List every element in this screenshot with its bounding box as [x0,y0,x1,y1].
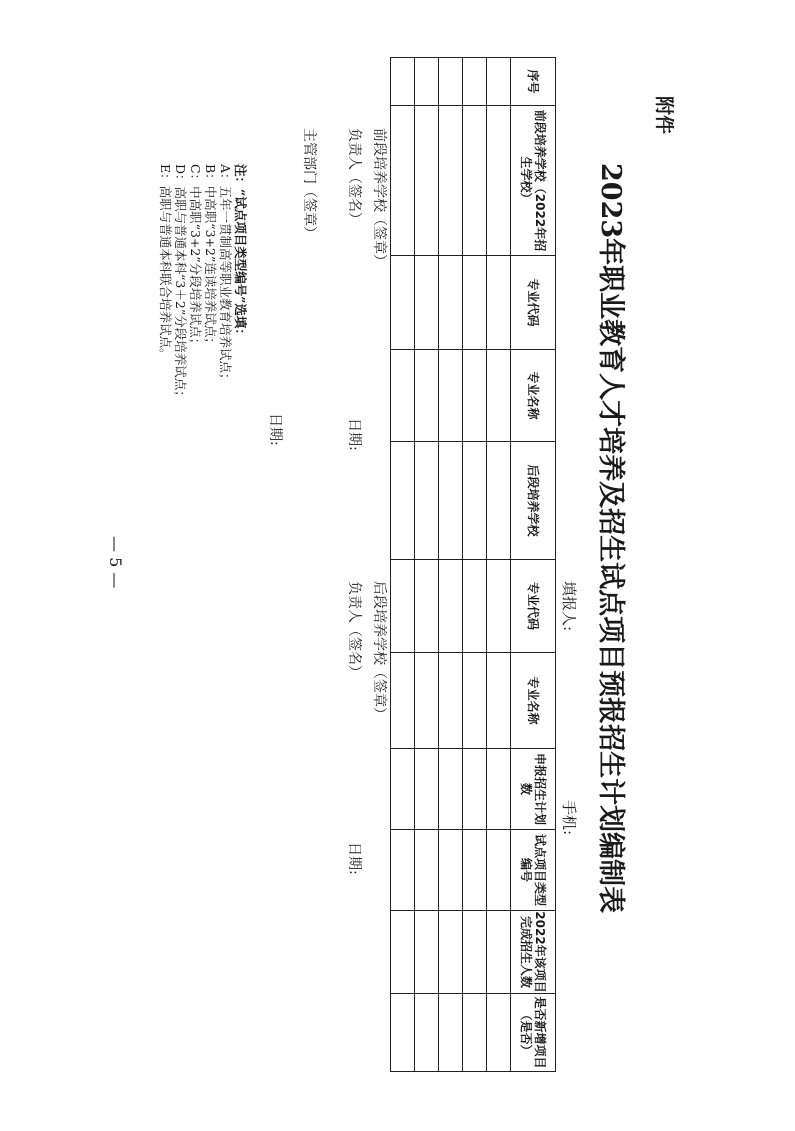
table-cell[interactable] [463,653,487,749]
table-cell[interactable] [439,256,463,350]
table-cell[interactable] [463,256,487,350]
table-cell[interactable] [487,994,511,1072]
table-cell[interactable] [487,749,511,830]
table-cell[interactable] [391,106,415,256]
table-cell[interactable] [439,560,463,653]
table-row [439,58,463,1072]
table-cell[interactable] [487,560,511,653]
table-cell[interactable] [415,653,439,749]
table-cell[interactable] [391,442,415,560]
table-cell[interactable] [415,830,439,911]
table-cell[interactable] [439,830,463,911]
table-cell[interactable] [391,560,415,653]
back-school-signature: 后段培养学校（签章） [371,581,387,721]
table-cell[interactable] [487,256,511,350]
header-major-code-back: 专业代码 [511,560,556,653]
table-cell[interactable] [391,830,415,911]
header-project-type-code: 试点项目类型编号 [511,830,556,911]
table-cell[interactable] [391,911,415,994]
header-index: 序号 [511,58,556,106]
person-signature-left: 负责人（签名） [346,128,362,226]
page-number: — 5 — [106,536,125,589]
table-cell[interactable] [439,106,463,256]
table-cell[interactable] [463,911,487,994]
notes-heading: 注：“试点项目类型编号”选填： [233,164,248,341]
table-cell[interactable] [463,560,487,653]
table-cell[interactable] [487,106,511,256]
table-cell[interactable] [439,350,463,442]
table-cell[interactable] [391,994,415,1072]
table-cell[interactable] [463,58,487,106]
person-signature-right: 负责人（签名） [346,581,362,679]
table-cell[interactable] [391,749,415,830]
table-cell[interactable] [463,106,487,256]
plan-table [390,57,556,1072]
header-planned-enrollment: 申报招生计划数 [511,749,556,830]
table-header-row [511,58,556,1072]
table-cell[interactable] [415,58,439,106]
table-cell[interactable] [463,749,487,830]
note-item-c: C：中高职“3+2”分段培养试点； [188,164,203,351]
note-item-e: E：高职与普通本科联合培养试点。 [158,164,173,361]
table-cell[interactable] [463,994,487,1072]
table-row [415,58,439,1072]
header-is-new-project: 是否新增项目（是否） [511,994,556,1072]
note-item-a: A：五年一贯制高等职业教育培养试点； [218,164,233,386]
attachment-label: 附件 [653,96,675,135]
table-cell[interactable] [439,994,463,1072]
table-cell[interactable] [415,994,439,1072]
table-cell[interactable] [487,830,511,911]
header-2022-enrollment: 2022年该项目完成招生人数 [511,911,556,994]
table-cell[interactable] [463,830,487,911]
front-school-signature: 前段培养学校（签章） [371,128,387,268]
table-cell[interactable] [415,350,439,442]
table-row [487,58,511,1072]
table-cell[interactable] [487,350,511,442]
phone-label: 手机: [560,800,578,836]
header-front-school: 前段培养学校（2022年招生学校） [511,106,556,256]
table-cell[interactable] [415,749,439,830]
fill-person-label: 填报人: [560,581,578,632]
table-cell[interactable] [439,442,463,560]
table-cell[interactable] [487,442,511,560]
table-cell[interactable] [391,653,415,749]
table-row [391,58,415,1072]
table-row [463,58,487,1072]
table-cell[interactable] [391,256,415,350]
table-cell[interactable] [415,560,439,653]
table-cell[interactable] [463,442,487,560]
notes-block [158,164,248,403]
table-cell[interactable] [439,653,463,749]
table-cell[interactable] [487,58,511,106]
table-cell[interactable] [487,911,511,994]
note-item-b: B：中高职“3+2”连读培养试点； [203,164,218,350]
table-cell[interactable] [439,911,463,994]
date-authority: 日期: [267,413,283,446]
table-cell[interactable] [415,911,439,994]
note-item-d: D：高职与普通本科“3＋2”分段培养试点； [173,164,188,403]
table-cell[interactable] [439,749,463,830]
table-cell[interactable] [487,653,511,749]
table-cell[interactable] [391,58,415,106]
table-cell[interactable] [415,442,439,560]
date-right: 日期: [346,842,362,875]
header-back-school: 后段培养学校 [511,442,556,560]
table-cell[interactable] [439,58,463,106]
authority-signature: 主管部门（签章） [301,128,317,240]
header-major-name-front: 专业名称 [511,350,556,442]
header-major-code-front: 专业代码 [511,256,556,350]
table-cell[interactable] [463,350,487,442]
date-left: 日期: [346,418,362,451]
table-cell[interactable] [415,256,439,350]
header-major-name-back: 专业名称 [511,653,556,749]
table-cell[interactable] [415,106,439,256]
table-cell[interactable] [391,350,415,442]
page-title: 2023年职业教育人才培养及招生试点项目预报招生计划编制表 [595,163,626,914]
